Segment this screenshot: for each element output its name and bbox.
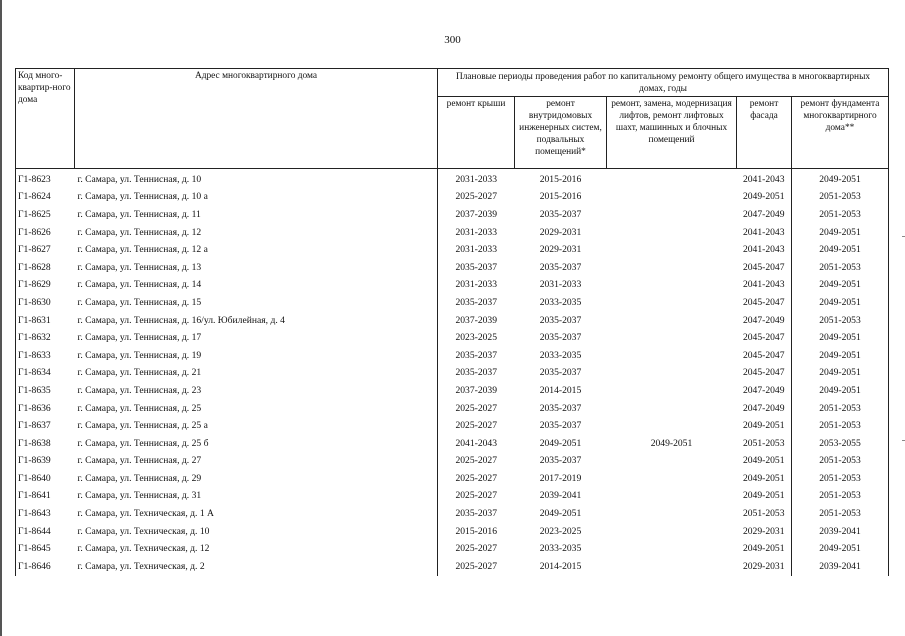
cell-facade: 2049-2051 [742,455,785,467]
cell-roof: 2035-2037 [438,259,515,277]
cell-systems: 2029-2031 [539,244,582,256]
cell-address: г. Самара, ул. Теннисная, д. 23 [77,384,202,396]
cell-facade: 2049-2051 [742,191,785,203]
table-row [16,470,889,488]
header-facade: ремонт фасада [737,97,792,169]
cell-roof: 2025-2027 [438,488,515,506]
cell-roof: 2025-2027 [438,558,515,576]
table-row [16,259,889,277]
cell-lifts [607,169,737,189]
cell-address: г. Самара, ул. Теннисная, д. 10 [77,173,202,185]
cell-address: г. Самара, ул. Теннисная, д. 25 [77,402,202,414]
page-number: 300 [444,34,461,46]
cell-lifts [607,294,737,312]
table-row [16,400,889,418]
cell-foundation: 2049-2051 [792,277,889,295]
cell-lifts [607,206,737,224]
cell-lifts [607,224,737,242]
cell-code: Г1-8625 [16,206,75,224]
cell-foundation: 2049-2051 [792,241,889,259]
cell-code: Г1-8632 [16,329,75,347]
cell-systems: 2033-2035 [539,296,582,308]
cell-systems: 2029-2031 [539,226,582,238]
cell-lifts [607,417,737,435]
cell-address: г. Самара, ул. Теннисная, д. 12 а [77,244,208,256]
cell-facade: 2047-2049 [742,314,785,326]
cell-facade: 2049-2051 [742,490,785,502]
cell-systems: 2033-2035 [539,543,582,555]
cell-facade: 2047-2049 [742,402,785,414]
table-row [16,294,889,312]
cell-code: Г1-8644 [16,523,75,541]
cell-lifts [607,259,737,277]
cell-systems: 2035-2037 [539,208,582,220]
cell-lifts: 2049-2051 [650,437,693,449]
table-row [16,224,889,242]
cell-foundation: 2049-2051 [792,294,889,312]
cell-systems: 2033-2035 [539,349,582,361]
cell-code: Г1-8624 [16,189,75,207]
cell-roof: 2031-2033 [438,241,515,259]
cell-lifts [607,347,737,365]
cell-systems: 2049-2051 [539,437,582,449]
table-row [16,505,889,523]
cell-address: г. Самара, ул. Техническая, д. 10 [77,525,210,537]
cell-foundation: 2049-2051 [792,347,889,365]
cell-foundation: 2039-2041 [792,523,889,541]
cell-roof: 2031-2033 [438,277,515,295]
cell-foundation: 2051-2053 [792,312,889,330]
cell-lifts [607,329,737,347]
cell-systems: 2039-2041 [539,490,582,502]
cell-code: Г1-8629 [16,277,75,295]
cell-address: г. Самара, ул. Техническая, д. 2 [77,560,205,572]
cell-foundation: 2049-2051 [792,382,889,400]
cell-facade: 2045-2047 [742,332,785,344]
cell-foundation: 2051-2053 [792,206,889,224]
cell-roof: 2023-2025 [438,329,515,347]
cell-systems: 2049-2051 [539,508,582,520]
cell-code: Г1-8634 [16,365,75,383]
cell-systems: 2015-2016 [539,191,582,203]
table-row [16,382,889,400]
cell-systems: 2015-2016 [539,173,582,185]
cell-address: г. Самара, ул. Теннисная, д. 16/ул. Юбилейная, д. 4 [77,314,285,326]
table-body [16,169,889,576]
cell-address: г. Самара, ул. Теннисная, д. 14 [77,279,202,291]
cell-code: Г1-8637 [16,417,75,435]
cell-facade: 2029-2031 [742,560,785,572]
cell-code: Г1-8630 [16,294,75,312]
cell-roof: 2031-2033 [438,169,515,189]
cell-roof: 2037-2039 [438,206,515,224]
repair-schedule-table [15,68,889,576]
table-row [16,347,889,365]
table-row [16,488,889,506]
cell-lifts [607,523,737,541]
cell-facade: 2045-2047 [742,349,785,361]
table-row [16,312,889,330]
cell-foundation: 2051-2053 [792,453,889,471]
cell-code: Г1-8635 [16,382,75,400]
cell-systems: 2014-2015 [539,384,582,396]
cell-roof: 2035-2037 [438,505,515,523]
header-address: Адрес многоквартирного дома [75,69,438,169]
header-foundation: ремонт фундамента многоквартирного дома** [792,97,889,169]
cell-address: г. Самара, ул. Теннисная, д. 17 [77,332,202,344]
table-row [16,169,889,189]
cell-roof: 2025-2027 [438,540,515,558]
table-row [16,277,889,295]
cell-lifts [607,365,737,383]
cell-roof: 2015-2016 [438,523,515,541]
cell-facade: 2029-2031 [742,525,785,537]
cell-roof: 2025-2027 [438,417,515,435]
cell-roof: 2035-2037 [438,347,515,365]
cell-facade: 2051-2053 [742,508,785,520]
cell-systems: 2035-2037 [539,420,582,432]
header-lifts: ремонт, замена, модернизация лифтов, ремонт лифтовых шахт, машинных и блочных помещений [607,97,737,169]
cell-address: г. Самара, ул. Теннисная, д. 29 [77,472,202,484]
cell-address: г. Самара, ул. Теннисная, д. 31 [77,490,202,502]
cell-facade: 2047-2049 [742,208,785,220]
cell-foundation: 2051-2053 [792,488,889,506]
cell-code: Г1-8641 [16,488,75,506]
cell-address: г. Самара, ул. Теннисная, д. 13 [77,261,202,273]
cell-foundation: 2051-2053 [792,400,889,418]
cell-roof: 2025-2027 [438,470,515,488]
table-row [16,435,889,453]
cell-address: г. Самара, ул. Теннисная, д. 10 а [77,191,208,203]
cell-lifts [607,558,737,576]
cell-systems: 2035-2037 [539,367,582,379]
cell-code: Г1-8645 [16,540,75,558]
cell-address: г. Самара, ул. Теннисная, д. 27 [77,455,202,467]
table-row [16,189,889,207]
cell-lifts [607,453,737,471]
cell-foundation: 2049-2051 [792,365,889,383]
cell-systems: 2035-2037 [539,402,582,414]
table-row [16,206,889,224]
header-code: Код много-квартир-ного дома [16,69,75,169]
cell-code: Г1-8623 [16,169,75,189]
cell-address: г. Самара, ул. Теннисная, д. 25 а [77,420,208,432]
cell-foundation: 2051-2053 [792,505,889,523]
cell-foundation: 2051-2053 [792,417,889,435]
cell-facade: 2041-2043 [742,173,785,185]
cell-code: Г1-8638 [16,435,75,453]
cell-foundation: 2049-2051 [792,169,889,189]
cell-systems: 2031-2033 [539,279,582,291]
cell-roof: 2037-2039 [438,382,515,400]
cell-systems: 2035-2037 [539,332,582,344]
cell-roof: 2025-2027 [438,400,515,418]
table-row [16,329,889,347]
cell-address: г. Самара, ул. Теннисная, д. 19 [77,349,202,361]
cell-foundation: 2051-2053 [792,189,889,207]
cell-facade: 2051-2053 [742,437,785,449]
cell-facade: 2045-2047 [742,261,785,273]
cell-lifts [607,540,737,558]
cell-facade: 2041-2043 [742,226,785,238]
cell-systems: 2035-2037 [539,455,582,467]
cell-code: Г1-8636 [16,400,75,418]
cell-roof: 2041-2043 [438,435,515,453]
cell-facade: 2041-2043 [742,244,785,256]
cell-facade: 2049-2051 [742,420,785,432]
cell-roof: 2035-2037 [438,365,515,383]
cell-address: г. Самара, ул. Техническая, д. 1 А [77,508,214,520]
table-row [16,540,889,558]
header-periods: Плановые периоды проведения работ по капитальному ремонту общего имущества в многоквартирных домах, годы [438,69,889,97]
cell-address: г. Самара, ул. Теннисная, д. 25 б [77,437,209,449]
cell-code: Г1-8643 [16,505,75,523]
cell-code: Г1-8627 [16,241,75,259]
cell-foundation: 2051-2053 [792,470,889,488]
cell-systems: 2023-2025 [539,525,582,537]
cell-facade: 2047-2049 [742,384,785,396]
cell-facade: 2049-2051 [742,543,785,555]
cell-foundation: 2053-2055 [792,435,889,453]
cell-address: г. Самара, ул. Теннисная, д. 12 [77,226,202,238]
table-row [16,365,889,383]
cell-code: Г1-8626 [16,224,75,242]
cell-roof: 2037-2039 [438,312,515,330]
cell-foundation: 2051-2053 [792,259,889,277]
cell-address: г. Самара, ул. Теннисная, д. 11 [77,208,201,220]
cell-code: Г1-8640 [16,470,75,488]
cell-roof: 2035-2037 [438,294,515,312]
cell-lifts [607,312,737,330]
cell-lifts [607,189,737,207]
cell-systems: 2014-2015 [539,560,582,572]
table-row [16,453,889,471]
cell-lifts [607,488,737,506]
cell-lifts [607,277,737,295]
cell-lifts [607,470,737,488]
cell-facade: 2049-2051 [742,472,785,484]
cell-roof: 2025-2027 [438,189,515,207]
table-row [16,523,889,541]
cell-facade: 2045-2047 [742,367,785,379]
header-systems: ремонт внутридомовых инженерных систем, подвальных помещений* [515,97,607,169]
cell-address: г. Самара, ул. Теннисная, д. 21 [77,367,202,379]
cell-code: Г1-8633 [16,347,75,365]
cell-code: Г1-8631 [16,312,75,330]
cell-foundation: 2039-2041 [792,558,889,576]
cell-address: г. Самара, ул. Техническая, д. 12 [77,543,210,555]
cell-lifts [607,382,737,400]
header-roof: ремонт крыши [438,97,515,169]
cell-address: г. Самара, ул. Теннисная, д. 15 [77,296,202,308]
cell-systems: 2035-2037 [539,261,582,273]
cell-code: Г1-8646 [16,558,75,576]
table-row [16,417,889,435]
cell-roof: 2031-2033 [438,224,515,242]
cell-foundation: 2049-2051 [792,224,889,242]
cell-code: Г1-8628 [16,259,75,277]
cell-facade: 2041-2043 [742,279,785,291]
cell-code: Г1-8639 [16,453,75,471]
scan-left-edge [0,0,2,636]
cell-systems: 2017-2019 [539,472,582,484]
cell-foundation: 2049-2051 [792,540,889,558]
table-row [16,558,889,576]
cell-lifts [607,400,737,418]
cell-roof: 2025-2027 [438,453,515,471]
cell-lifts [607,241,737,259]
cell-facade: 2045-2047 [742,296,785,308]
cell-lifts [607,505,737,523]
cell-foundation: 2049-2051 [792,329,889,347]
cell-systems: 2035-2037 [539,314,582,326]
table-row [16,241,889,259]
